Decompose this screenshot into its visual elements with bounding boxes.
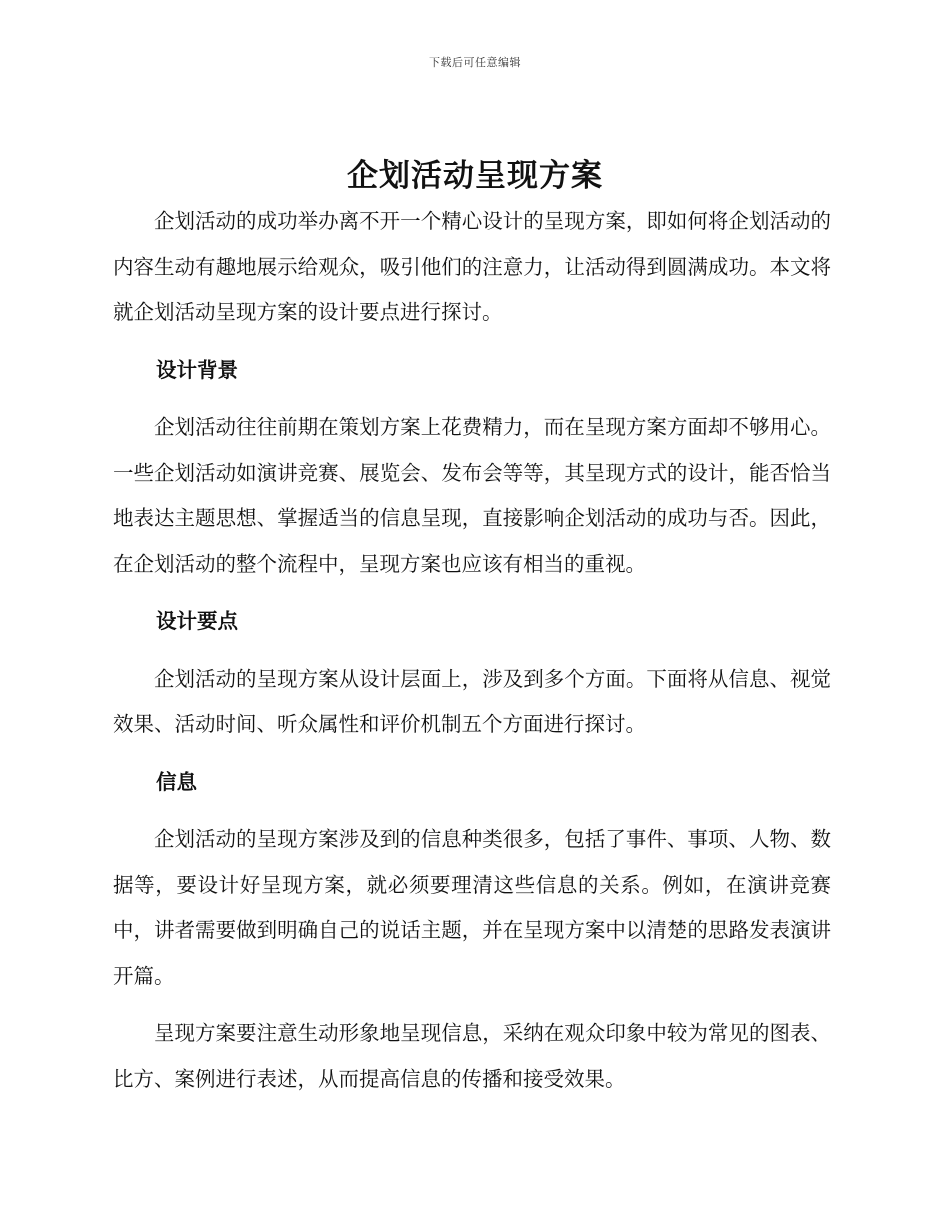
document-body [113,199,831,1114]
section-heading-information: 信息 [156,769,197,794]
document-title: 企划活动呈现方案 [347,158,603,194]
section-heading-key-points: 设计要点 [156,609,238,633]
background-paragraph: 企划活动往往前期在策划方案上花费精力，而在呈现方案方面却不够用心。一些企划活动如演讲竞赛、展览会、发布会等等，其呈现方式的设计，能否恰当地表达主题思想、掌握适当的信息呈现，直接影响企划活动的成功与否。因此，在企划活动的整个流程中，呈现方案也应该有相当的重视。 [113,415,831,576]
page-header-note: 下载后可任意编辑 [429,56,521,69]
key-points-paragraph: 企划活动的呈现方案从设计层面上，涉及到多个方面。下面将从信息、视觉效果、活动时间、听众属性和评价机制五个方面进行探讨。 [113,666,831,736]
intro-paragraph: 企划活动的成功举办离不开一个精心设计的呈现方案，即如何将企划活动的内容生动有趣地展示给观众，吸引他们的注意力，让活动得到圆满成功。本文将就企划活动呈现方案的设计要点进行探讨。 [113,209,831,324]
section-heading-background: 设计背景 [156,357,238,382]
information-paragraph-1: 企划活动的呈现方案涉及到的信息种类很多，包括了事件、事项、人物、数据等，要设计好呈现方案，就必须要理清这些信息的关系。例如，在演讲竞赛中，讲者需要做到明确自己的说话主题，并在呈现方案中以清楚的思路发表演讲开篇。 [113,827,831,988]
information-paragraph-2: 呈现方案要注意生动形象地呈现信息，采纳在观众印象中较为常见的图表、比方、案例进行表述，从而提高信息的传播和接受效果。 [113,1021,831,1091]
